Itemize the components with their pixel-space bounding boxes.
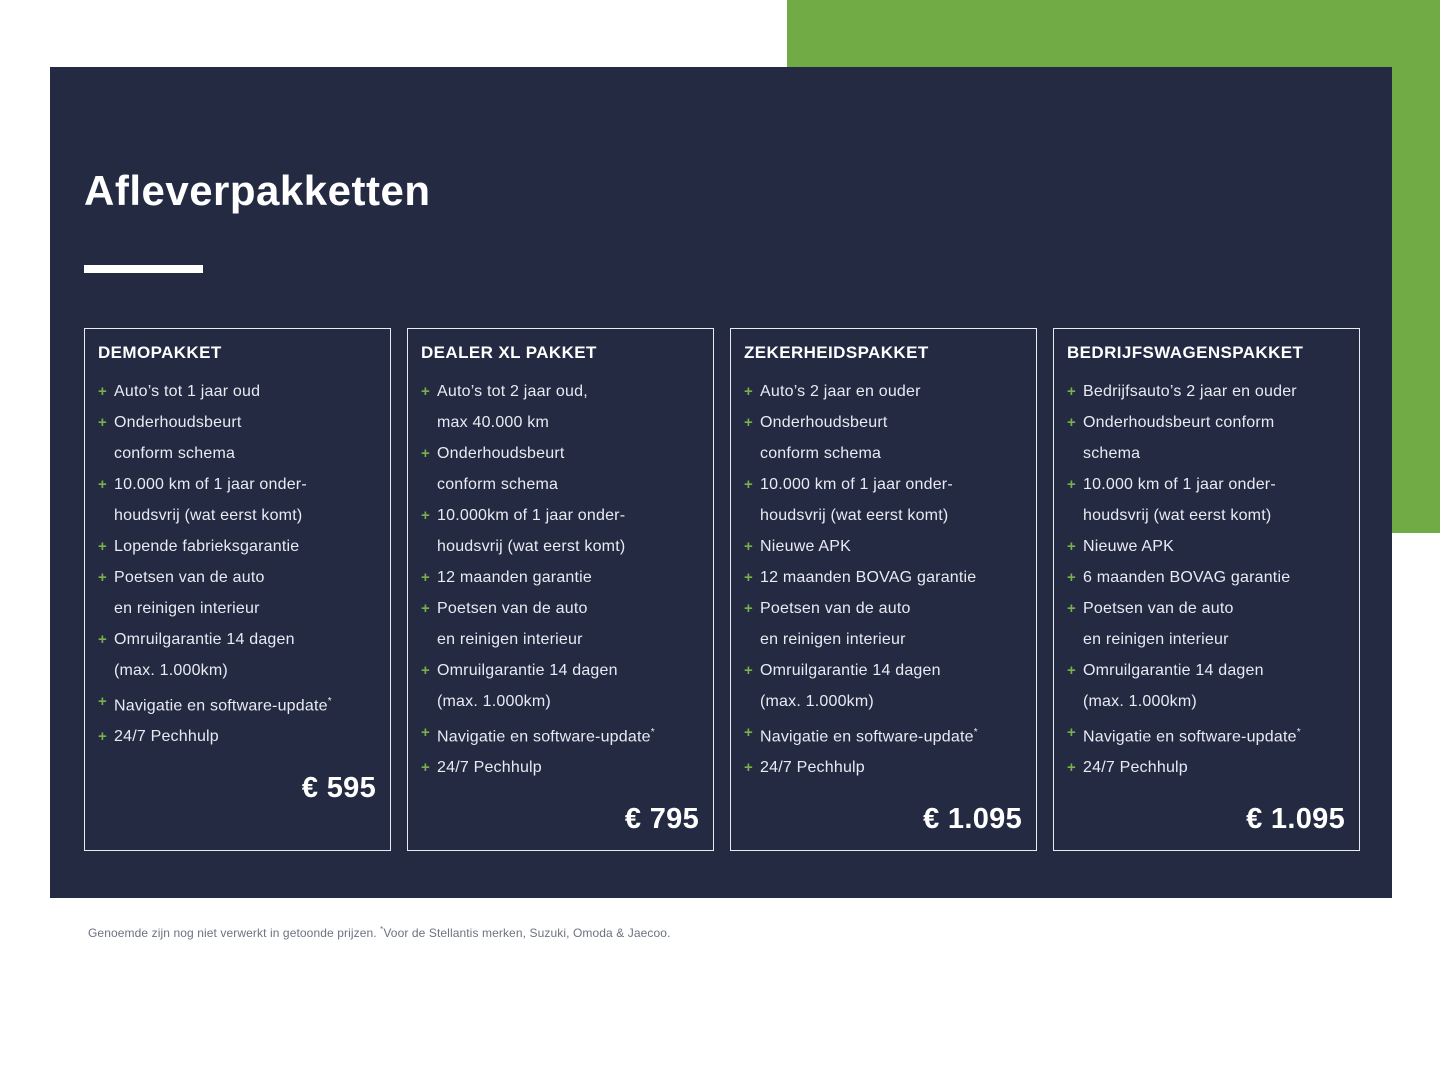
plus-icon: +: [98, 569, 107, 586]
plus-icon: +: [98, 631, 107, 648]
package-price: € 1.095: [923, 803, 1022, 836]
plus-icon: +: [1067, 414, 1076, 431]
plus-icon: +: [1067, 538, 1076, 555]
feature-line: Bedrijfsauto’s 2 jaar en ouder: [1083, 383, 1297, 400]
plus-icon: +: [1067, 662, 1076, 679]
plus-icon: +: [98, 538, 107, 555]
plus-icon: +: [1067, 569, 1076, 586]
feature-line: Onderhoudsbeurt: [437, 445, 565, 462]
feature-text: [760, 407, 1023, 469]
package-feature-list: [744, 376, 1023, 783]
feature-line: schema: [1083, 445, 1141, 462]
plus-icon: +: [744, 476, 753, 493]
feature-line: houdsvrij (wat eerst komt): [437, 538, 626, 555]
plus-icon: +: [98, 693, 107, 710]
feature-text: [437, 562, 700, 593]
feature-item: [1067, 593, 1346, 655]
feature-item: [1067, 717, 1346, 752]
feature-line: (max. 1.000km): [114, 662, 228, 679]
feature-line: conform schema: [437, 476, 559, 493]
feature-line: Auto’s tot 1 jaar oud: [114, 383, 261, 400]
feature-line: en reinigen interieur: [437, 631, 583, 648]
feature-item: [1067, 376, 1346, 407]
feature-text: [760, 469, 1023, 531]
package-card: [730, 328, 1037, 851]
feature-line: en reinigen interieur: [1083, 631, 1229, 648]
feature-item: [421, 717, 700, 752]
asterisk-marker: *: [327, 696, 332, 707]
feature-line: 10.000km of 1 jaar onder-: [437, 507, 626, 524]
feature-line: Omruilgarantie 14 dagen: [114, 631, 295, 648]
feature-item: [744, 752, 1023, 783]
feature-item: [421, 655, 700, 717]
asterisk-marker: *: [650, 727, 655, 738]
package-title: DEALER XL PAKKET: [421, 343, 597, 362]
plus-icon: +: [744, 662, 753, 679]
feature-text: [437, 438, 700, 500]
feature-text: [437, 500, 700, 562]
page-title: Afleverpakketten: [84, 167, 431, 214]
title-underline: [84, 265, 203, 273]
feature-line: Navigatie en software-update*: [760, 727, 978, 746]
feature-line: en reinigen interieur: [114, 600, 260, 617]
feature-line: 10.000 km of 1 jaar onder-: [114, 476, 307, 493]
feature-line: 12 maanden garantie: [437, 569, 593, 586]
package-card: [84, 328, 391, 851]
feature-line: en reinigen interieur: [760, 631, 906, 648]
plus-icon: +: [98, 476, 107, 493]
feature-line: (max. 1.000km): [760, 693, 874, 710]
feature-line: Navigatie en software-update*: [437, 727, 655, 746]
feature-item: [421, 562, 700, 593]
feature-item: [1067, 469, 1346, 531]
feature-line: houdsvrij (wat eerst komt): [760, 507, 949, 524]
feature-item: [744, 469, 1023, 531]
feature-text: [1083, 717, 1346, 752]
feature-item: [744, 655, 1023, 717]
plus-icon: +: [1067, 600, 1076, 617]
footnote-text-after: Voor de Stellantis merken, Suzuki, Omoda & Jaecoo.: [383, 926, 671, 940]
feature-line: Poetsen van de auto: [437, 600, 588, 617]
feature-line: conform schema: [114, 445, 236, 462]
feature-line: Navigatie en software-update*: [114, 696, 332, 715]
package-price: € 795: [624, 803, 699, 836]
feature-text: [114, 721, 377, 752]
feature-line: 12 maanden BOVAG garantie: [760, 569, 977, 586]
feature-text: [760, 593, 1023, 655]
package-price: € 595: [301, 772, 376, 805]
feature-item: [421, 376, 700, 438]
feature-line: conform schema: [760, 445, 882, 462]
asterisk-marker: *: [973, 727, 978, 738]
feature-line: max 40.000 km: [437, 414, 549, 431]
feature-text: [1083, 469, 1346, 531]
feature-item: [744, 593, 1023, 655]
package-cards: [84, 328, 1360, 851]
feature-line: 24/7 Pechhulp: [1083, 759, 1188, 777]
plus-icon: +: [744, 538, 753, 555]
feature-item: [98, 376, 377, 407]
feature-item: [1067, 407, 1346, 469]
feature-item: [744, 531, 1023, 562]
feature-item: [98, 562, 377, 624]
feature-text: [114, 531, 377, 562]
feature-text: [437, 593, 700, 655]
feature-line: 24/7 Pechhulp: [437, 759, 542, 777]
feature-line: 10.000 km of 1 jaar onder-: [1083, 476, 1276, 493]
plus-icon: +: [1067, 383, 1076, 400]
feature-line: 10.000 km of 1 jaar onder-: [760, 476, 953, 493]
feature-item: [744, 717, 1023, 752]
plus-icon: +: [1067, 759, 1076, 777]
package-price: € 1.095: [1246, 803, 1345, 836]
feature-item: [98, 407, 377, 469]
plus-icon: +: [1067, 476, 1076, 493]
plus-icon: +: [421, 445, 430, 462]
feature-text: [1083, 655, 1346, 717]
feature-text: [437, 752, 700, 783]
feature-text: [1083, 593, 1346, 655]
footnote-text-before: Genoemde zijn nog niet verwerkt in getoonde prijzen.: [88, 926, 381, 940]
feature-line: Auto’s tot 2 jaar oud,: [437, 383, 588, 400]
package-feature-list: [1067, 376, 1346, 783]
feature-text: [1083, 531, 1346, 562]
feature-text: [1083, 562, 1346, 593]
plus-icon: +: [744, 759, 753, 777]
feature-text: [760, 655, 1023, 717]
plus-icon: +: [1067, 724, 1076, 741]
plus-icon: +: [421, 383, 430, 400]
feature-line: Navigatie en software-update*: [1083, 727, 1301, 746]
feature-text: [760, 531, 1023, 562]
feature-text: [760, 752, 1023, 783]
package-feature-list: [421, 376, 700, 783]
plus-icon: +: [421, 724, 430, 741]
plus-icon: +: [98, 414, 107, 431]
packages-panel: [50, 67, 1392, 898]
package-title: BEDRIJFSWAGENSPAKKET: [1067, 343, 1304, 362]
plus-icon: +: [421, 600, 430, 617]
plus-icon: +: [98, 383, 107, 400]
feature-line: Nieuwe APK: [760, 538, 851, 555]
feature-line: Omruilgarantie 14 dagen: [760, 662, 941, 679]
feature-text: [437, 655, 700, 717]
feature-item: [98, 624, 377, 686]
plus-icon: +: [744, 724, 753, 741]
feature-item: [98, 469, 377, 531]
feature-line: houdsvrij (wat eerst komt): [114, 507, 303, 524]
feature-line: 24/7 Pechhulp: [114, 728, 219, 746]
feature-text: [760, 376, 1023, 407]
package-title: ZEKERHEIDSPAKKET: [744, 343, 929, 362]
plus-icon: +: [744, 600, 753, 617]
feature-text: [114, 376, 377, 407]
feature-text: [760, 717, 1023, 752]
feature-line: (max. 1.000km): [1083, 693, 1197, 710]
feature-item: [98, 686, 377, 721]
feature-text: [1083, 376, 1346, 407]
feature-item: [421, 752, 700, 783]
feature-text: [437, 376, 700, 438]
feature-line: Poetsen van de auto: [114, 569, 265, 586]
feature-item: [1067, 562, 1346, 593]
feature-item: [98, 531, 377, 562]
feature-line: Omruilgarantie 14 dagen: [1083, 662, 1264, 679]
feature-item: [744, 407, 1023, 469]
feature-item: [1067, 655, 1346, 717]
feature-text: [437, 717, 700, 752]
feature-text: [114, 407, 377, 469]
feature-item: [421, 593, 700, 655]
feature-item: [744, 376, 1023, 407]
feature-item: [98, 721, 377, 752]
feature-item: [421, 438, 700, 500]
plus-icon: +: [744, 414, 753, 431]
plus-icon: +: [421, 507, 430, 524]
package-card: [407, 328, 714, 851]
plus-icon: +: [744, 569, 753, 586]
feature-text: [114, 624, 377, 686]
feature-line: 6 maanden BOVAG garantie: [1083, 569, 1291, 586]
footnote-asterisk: *: [380, 925, 384, 934]
plus-icon: +: [744, 383, 753, 400]
feature-line: Nieuwe APK: [1083, 538, 1174, 555]
feature-line: 24/7 Pechhulp: [760, 759, 865, 777]
feature-line: Auto’s 2 jaar en ouder: [760, 383, 921, 400]
feature-text: [760, 562, 1023, 593]
feature-line: Onderhoudsbeurt conform: [1083, 414, 1275, 431]
feature-item: [1067, 752, 1346, 783]
feature-item: [1067, 531, 1346, 562]
package-title: DEMOPAKKET: [98, 343, 222, 362]
plus-icon: +: [98, 728, 107, 746]
plus-icon: +: [421, 569, 430, 586]
feature-text: [1083, 752, 1346, 783]
feature-text: [114, 686, 377, 721]
feature-item: [421, 500, 700, 562]
plus-icon: +: [421, 759, 430, 777]
footnote: [88, 925, 671, 940]
feature-text: [114, 562, 377, 624]
package-feature-list: [98, 376, 377, 752]
plus-icon: +: [421, 662, 430, 679]
feature-line: Onderhoudsbeurt: [760, 414, 888, 431]
feature-line: Omruilgarantie 14 dagen: [437, 662, 618, 679]
asterisk-marker: *: [1296, 727, 1301, 738]
feature-line: Lopende fabrieksgarantie: [114, 538, 300, 555]
feature-text: [1083, 407, 1346, 469]
feature-line: Onderhoudsbeurt: [114, 414, 242, 431]
feature-item: [744, 562, 1023, 593]
package-card: [1053, 328, 1360, 851]
feature-line: houdsvrij (wat eerst komt): [1083, 507, 1272, 524]
feature-line: Poetsen van de auto: [760, 600, 911, 617]
feature-line: Poetsen van de auto: [1083, 600, 1234, 617]
feature-text: [114, 469, 377, 531]
feature-line: (max. 1.000km): [437, 693, 551, 710]
